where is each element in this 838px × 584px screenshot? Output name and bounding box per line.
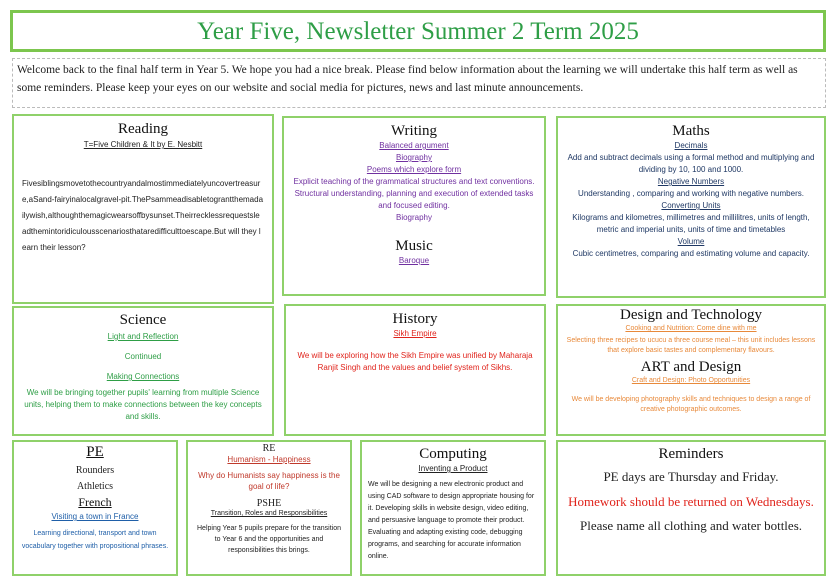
maths-section-text: Add and subtract decimals using a formal method and multiplying and dividing by 10, 100 and 1000. — [567, 153, 815, 174]
pe-box — [12, 440, 178, 576]
maths-section-title: Converting Units — [661, 201, 721, 210]
reminder-homework: Homework should be returned on Wednesdays. — [568, 494, 814, 509]
maths-box — [556, 116, 826, 298]
writing-heading: Writing — [390, 123, 438, 139]
reminder-pe-days: PE days are Thursday and Friday. — [603, 469, 779, 484]
dt-art-box — [556, 304, 826, 436]
page-title: Year Five, Newsletter Summer 2 Term 2025 — [197, 18, 639, 45]
history-box — [284, 304, 546, 436]
science-topic: Light and Reflection — [107, 332, 179, 341]
pshe-heading: PSHE — [256, 498, 282, 509]
pshe-topic: Transition, Roles and Responsibilities — [210, 510, 328, 517]
music-topic: Baroque — [398, 256, 430, 265]
computing-body: We will be designing a new electronic product and using CAD software to design appropriate housing for it. Developing skills in website design, video editing, and persuasive language to promote their product. Evaluating and adapting existing code, debugging programs, and searching for accurate information online. — [368, 481, 535, 560]
re-box — [186, 440, 352, 576]
dt-body: Selecting three recipes to ucucu a three course meal – this unit includes lessons that explore basic tastes and complementary flavours. — [566, 337, 816, 354]
dt-topic: Cooking and Nutrition: Come dine with me — [625, 325, 757, 332]
science-topic: Making Connections — [106, 372, 180, 381]
french-topic: Visiting a town in France — [51, 512, 139, 521]
computing-box — [360, 440, 546, 576]
re-question: Why do Humanists say happiness is the goal of life? — [198, 471, 340, 491]
music-heading: Music — [395, 238, 433, 254]
history-heading: History — [392, 311, 438, 327]
maths-section-title: Volume — [677, 237, 705, 246]
intro-text: Welcome back to the final half term in Year 5. We hope you had a nice break. Please find below information about the learning we will undertake this half term as well as some reminders. Please keep your eyes on our website and social media for pictures, news and last minute announcements. — [17, 64, 798, 94]
pe-heading: PE — [86, 444, 104, 460]
reading-heading: Reading — [118, 121, 168, 137]
science-heading: Science — [119, 312, 167, 328]
maths-section-title: Decimals — [674, 141, 708, 150]
writing-after: Biography — [395, 213, 433, 222]
maths-section-text: Cubic centimetres, comparing and estimating volume and capacity. — [572, 249, 810, 258]
computing-heading: Computing — [419, 446, 487, 462]
art-heading: ART and Design — [640, 359, 742, 375]
pshe-body: Helping Year 5 pupils prepare for the transition to Year 6 and the opportunities and responsibilities this brings. — [197, 525, 341, 554]
reading-book: T=Five Children & It by E. Nesbitt — [83, 140, 203, 149]
pe-item: Athletics — [76, 481, 114, 492]
maths-section-text: Understanding , comparing and working with negative numbers. — [578, 189, 804, 198]
science-continued: Continued — [124, 352, 162, 361]
pe-item: Rounders — [75, 465, 115, 476]
writing-item: Biography — [395, 153, 433, 162]
maths-section-text: Kilograms and kilometres, millimetres and millilitres, units of length, metric and imperial units, units of time and timetables — [572, 213, 810, 234]
history-topic: Sikh Empire — [393, 329, 437, 338]
history-body: We will be exploring how the Sikh Empire was unified by Maharaja Ranjit Singh and the values and belief system of Sikhs. — [297, 351, 533, 372]
reading-body: Fivesiblingsmovetothecountryandalmostimmediatelyuncovertreasure,aSand-fairyinalocalgravel-pit.ThePsammeadisabletograntthemadailywish,althoughthemagicwearsoffbysunset.Theirrecklessrequestsleadthemintoridiculousscenariosthataredifficulttoescape.But will they learn their lesson? — [22, 179, 264, 252]
science-body: We will be bringing together pupils' learning from multiple Science units, helping them to make connections between the key concepts and skills. — [24, 388, 262, 421]
reminders-box — [556, 440, 826, 576]
art-body: We will be developing photography skills and techniques to design a range of creative photographic outcomes. — [571, 396, 811, 413]
re-topic: Humanism - Happiness — [227, 455, 311, 464]
title-banner — [10, 10, 826, 52]
computing-topic: Inventing a Product — [418, 464, 488, 473]
art-topic: Craft and Design: Photo Opportunities — [631, 377, 751, 384]
reading-box — [12, 114, 274, 304]
re-heading: RE — [262, 443, 276, 454]
intro-box — [12, 58, 826, 108]
reminders-heading: Reminders — [658, 446, 724, 462]
maths-heading: Maths — [672, 123, 710, 139]
french-heading: French — [78, 495, 112, 509]
dt-heading: Design and Technology — [620, 307, 762, 323]
reminder-clothing: Please name all clothing and water bottles. — [579, 518, 802, 533]
writing-body: Explicit teaching of the grammatical structures and text conventions. Structural understanding, planning and execution of extended tasks and focused editing. — [293, 177, 535, 210]
science-box — [12, 306, 274, 436]
writing-box — [282, 116, 546, 296]
maths-section-title: Negative Numbers — [657, 177, 725, 186]
writing-item: Balanced argument — [379, 141, 449, 150]
french-body: Learning directional, transport and town vocabulary together with propositional phrases. — [21, 530, 169, 550]
writing-item: Poems which explore form — [366, 165, 462, 174]
